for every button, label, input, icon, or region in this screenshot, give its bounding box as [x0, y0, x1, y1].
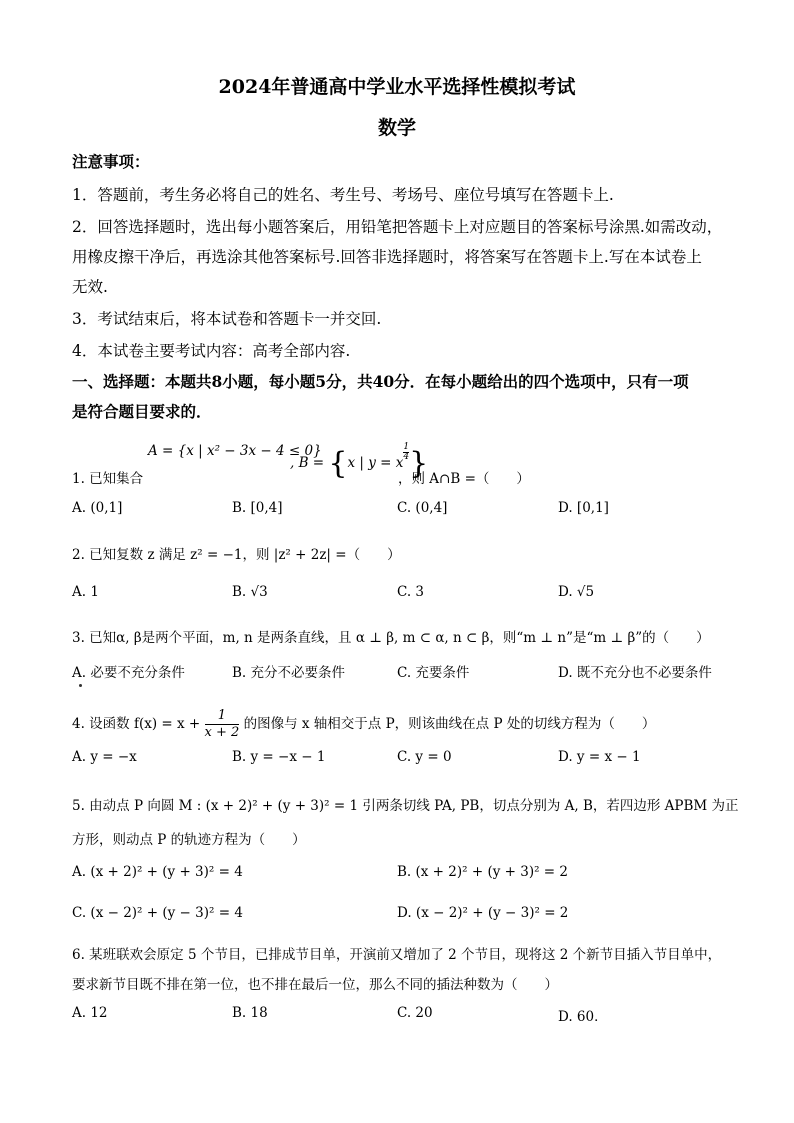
notice-item-2: 2．回答选择题时，选出每小题答案后，用铅笔把答题卡上对应题目的答案标号涂黑.如需改动， — [72, 218, 723, 236]
exam-title: 2024年普通高中学业水平选择性模拟考试 — [218, 76, 576, 98]
q4-frac-num: 1 — [205, 708, 240, 725]
q2-stem: 2. 已知复数 z 满足 z² = −1，则 |z² + 2z| =（ ） — [72, 547, 401, 563]
q2-option-c: C. 3 — [397, 584, 425, 600]
q2-option-b: B. √3 — [232, 584, 268, 600]
q1-option-c: C. (0,4] — [397, 500, 448, 516]
q6-stem-line2: 要求新节目既不排在第一位，也不排在最后一位，那么不同的插法种数为（ ） — [72, 977, 558, 993]
q3-option-b: B. 充分不必要条件 — [232, 665, 346, 681]
stray-dot-mark — [79, 684, 82, 687]
q4-option-c: C. y = 0 — [397, 749, 452, 765]
q6-option-c: C. 20 — [397, 1005, 433, 1021]
q6-stem-line1: 6. 某班联欢会原定 5 个节目，已排成节目单，开演前又增加了 2 个节目，现将这 2 个新节目插入节目单中， — [72, 947, 722, 963]
notice-item-2-end: 无效. — [72, 278, 108, 296]
q6-option-d: D. 60． — [558, 1009, 608, 1025]
q4-option-a: A. y = −x — [72, 749, 137, 765]
q1-set-b-left: , B = — [290, 455, 325, 471]
q3-option-a: A. 必要不充分条件 — [72, 665, 185, 681]
q2-option-a: A. 1 — [72, 584, 99, 600]
q2-option-d: D. √5 — [558, 584, 595, 600]
q4-frac-den: x + 2 — [204, 725, 240, 740]
q6-option-a: A. 12 — [72, 1005, 108, 1021]
q5-option-c: C. (x − 2)² + (y − 3)² = 4 — [72, 905, 243, 921]
q1-option-a: A. (0,1] — [72, 500, 123, 516]
q5-stem-line1: 5. 由动点 P 向圆 M : (x + 2)² + (y + 3)² = 1 引两条切线 PA, PB，切点分别为 A, B，若四边形 APBM 为正 — [72, 798, 739, 814]
q1-set-b-inner: x | y = x — [347, 455, 404, 471]
notice-item-1: 1．答题前，考生务必将自己的姓名、考生号、考场号、座位号填写在答题卡上. — [72, 186, 614, 204]
q1-exp-num: 1 — [403, 442, 410, 452]
q4-option-d: D. y = x − 1 — [558, 749, 641, 765]
q1-set-b: , B = {x | y = x $\frac{1}{4}$} — [290, 442, 429, 481]
q3-option-d: D. 既不充分也不必要条件 — [558, 665, 712, 681]
q4-stem — [72, 708, 655, 741]
notice-item-2-cont: 用橡皮擦干净后，再选涂其他答案标号.回答非选择题时，将答案写在答题卡上.写在本试卷上 — [72, 248, 702, 266]
q4-stem-suffix: 的图像与 x 轴相交于点 P，则该曲线在点 P 处的切线方程为（ ） — [243, 716, 656, 732]
q1-option-d: D. [0,1] — [558, 500, 609, 516]
q3-stem: 3. 已知α, β是两个平面，m, n 是两条直线，且 α ⊥ β, m ⊂ α, n ⊂ β，则“m ⊥ n”是“m ⊥ β”的（ ） — [72, 630, 710, 646]
q4-stem-prefix: 4. 设函数 f(x) = x + — [72, 716, 201, 732]
q1-stem-prefix: 1. 已知集合 — [72, 471, 144, 487]
q6-option-b: B. 18 — [232, 1005, 268, 1021]
q1-exp-den: 4 — [403, 452, 410, 462]
q5-option-a: A. (x + 2)² + (y + 3)² = 4 — [72, 864, 243, 880]
notice-item-4: 4．本试卷主要考试内容：高考全部内容. — [72, 342, 351, 360]
q5-stem-line2: 方形，则动点 P 的轨迹方程为（ ） — [72, 832, 306, 848]
notice-label: 注意事项： — [72, 152, 150, 171]
exam-subject: 数学 — [377, 117, 416, 139]
section-heading-line1: 一、选择题：本题共8小题，每小题5分，共40分．在每小题给出的四个选项中，只有一项 — [72, 372, 689, 391]
q5-option-b: B. (x + 2)² + (y + 3)² = 2 — [397, 864, 568, 880]
q1-set-a: A = {x | x² − 3x − 4 ≤ 0} — [148, 443, 322, 459]
section-heading-line2: 是符合题目要求的． — [72, 402, 212, 421]
q1-option-b: B. [0,4] — [232, 500, 283, 516]
q3-option-c: C. 充要条件 — [397, 665, 470, 681]
q5-option-d: D. (x − 2)² + (y − 3)² = 2 — [397, 905, 569, 921]
q4-option-b: B. y = −x − 1 — [232, 749, 326, 765]
notice-item-3: 3．考试结束后，将本试卷和答题卡一并交回. — [72, 310, 382, 328]
q1-stem-suffix: ，则 A∩B =（ ） — [398, 471, 530, 487]
